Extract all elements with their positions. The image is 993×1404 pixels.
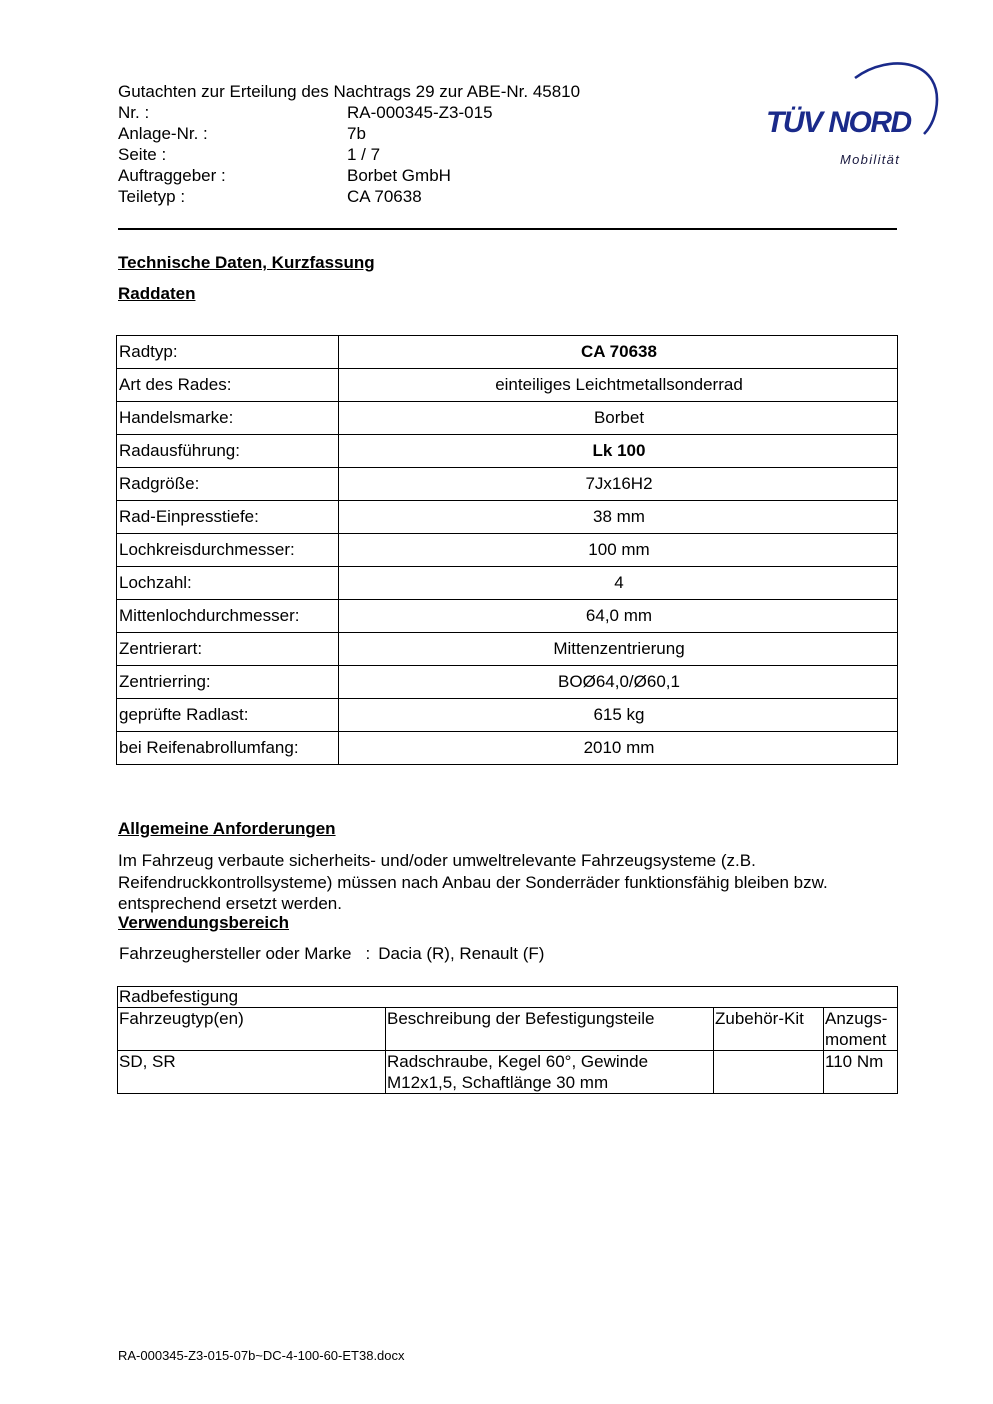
tuv-nord-logo <box>760 58 942 170</box>
text-line: entsprechend ersetzt werden. <box>118 894 342 913</box>
header-value: Borbet GmbH <box>347 166 451 185</box>
table-row <box>117 732 898 765</box>
table-row <box>117 633 898 666</box>
table-row <box>117 402 898 435</box>
table-row <box>117 600 898 633</box>
row-value: Mittenzentrierung <box>339 633 898 666</box>
row-label: Radausführung: <box>117 435 339 468</box>
table-row <box>117 567 898 600</box>
header-row-nr <box>118 102 493 123</box>
row-value: 7Jx16H2 <box>339 468 898 501</box>
header-value: 1 / 7 <box>347 145 381 164</box>
header-line: moment <box>825 1030 887 1049</box>
row-value: einteiliges Leichtmetallsonderrad <box>339 369 898 402</box>
header-key: Teiletyp : <box>118 187 186 206</box>
row-value: BOØ64,0/Ø60,1 <box>339 666 898 699</box>
cell-fahrzeugtyp: SD, SR <box>118 1051 386 1094</box>
table-header-row <box>118 1008 898 1051</box>
hersteller-value: Dacia (R), Renault (F) <box>378 944 545 963</box>
row-value: Borbet <box>339 402 898 435</box>
table-row <box>118 1051 898 1094</box>
table-row <box>117 666 898 699</box>
row-label: geprüfte Radlast: <box>117 699 339 732</box>
header-anzugsmoment <box>824 1008 898 1051</box>
header-row-anlage <box>118 123 366 144</box>
header-value: CA 70638 <box>347 187 422 206</box>
row-label: Lochkreisdurchmesser: <box>117 534 339 567</box>
cell-beschreibung <box>386 1051 714 1094</box>
raddaten-table <box>116 335 898 765</box>
row-value: Lk 100 <box>339 435 898 468</box>
table-row <box>117 534 898 567</box>
allgemeine-text <box>118 850 908 915</box>
header-line: Anzugs- <box>825 1009 888 1028</box>
row-value: 38 mm <box>339 501 898 534</box>
row-label: Radgröße: <box>117 468 339 501</box>
row-value: 2010 mm <box>339 732 898 765</box>
row-label: Radtyp: <box>117 336 339 369</box>
logo-brand: TÜV NORD <box>766 106 911 139</box>
hersteller-line <box>119 944 544 964</box>
row-label: Rad-Einpresstiefe: <box>117 501 339 534</box>
table-row <box>117 468 898 501</box>
header-value: 7b <box>347 124 366 143</box>
table-row <box>117 699 898 732</box>
row-label: Art des Rades: <box>117 369 339 402</box>
header-row-teiletyp <box>118 186 422 207</box>
header-zubehoer-kit: Zubehör-Kit <box>714 1008 824 1051</box>
table-row <box>117 435 898 468</box>
text-line: Im Fahrzeug verbaute sicherheits- und/oder umweltrelevante Fahrzeugsysteme (z.B. <box>118 851 756 870</box>
radbefestigung-table <box>117 986 898 1094</box>
heading-allgemeine-anforderungen: Allgemeine Anforderungen <box>118 819 336 838</box>
row-label: Handelsmarke: <box>117 402 339 435</box>
table-row <box>117 501 898 534</box>
header-row-seite <box>118 144 380 165</box>
row-value: 615 kg <box>339 699 898 732</box>
table-title-row <box>118 987 898 1008</box>
header-beschreibung: Beschreibung der Befestigungsteile <box>386 1008 714 1051</box>
row-label: Zentrierart: <box>117 633 339 666</box>
hersteller-separator: : <box>365 944 371 963</box>
header-divider <box>118 228 897 230</box>
row-value: CA 70638 <box>339 336 898 369</box>
row-value: 4 <box>339 567 898 600</box>
row-label: Lochzahl: <box>117 567 339 600</box>
text-line: Reifendruckkontrollsysteme) müssen nach Anbau der Sonderräder funktionsfähig bleiben bzw. <box>118 872 828 892</box>
document-title: Gutachten zur Erteilung des Nachtrags 29 zur ABE-Nr. 45810 <box>118 82 581 101</box>
header-key: Anlage-Nr. : <box>118 124 208 143</box>
header-fahrzeugtyp: Fahrzeugtyp(en) <box>118 1008 386 1051</box>
table-row <box>117 336 898 369</box>
heading-verwendungsbereich: Verwendungsbereich <box>118 913 289 932</box>
cell-zubehoer-kit <box>714 1051 824 1094</box>
logo-subtitle: Mobilität <box>840 152 901 167</box>
heading-technische-daten: Technische Daten, Kurzfassung <box>118 253 375 272</box>
row-label: Zentrierring: <box>117 666 339 699</box>
header-value: RA-000345-Z3-015 <box>347 103 493 122</box>
heading-raddaten: Raddaten <box>118 284 196 303</box>
header-key: Nr. : <box>118 103 150 122</box>
table-title: Radbefestigung <box>118 987 898 1008</box>
row-label: Mittenlochdurchmesser: <box>117 600 339 633</box>
cell-anzugsmoment: 110 Nm <box>824 1051 898 1094</box>
header-key: Seite : <box>118 145 167 164</box>
footer-filename: RA-000345-Z3-015-07b~DC-4-100-60-ET38.docx <box>118 1348 405 1363</box>
row-value: 64,0 mm <box>339 600 898 633</box>
header-key: Auftraggeber : <box>118 166 226 185</box>
table-row <box>117 369 898 402</box>
cell-line: Radschraube, Kegel 60°, Gewinde <box>387 1052 649 1071</box>
row-label: bei Reifenabrollumfang: <box>117 732 339 765</box>
cell-line: M12x1,5, Schaftlänge 30 mm <box>387 1073 609 1092</box>
row-value: 100 mm <box>339 534 898 567</box>
hersteller-label: Fahrzeughersteller oder Marke <box>119 944 352 963</box>
header-row-auftraggeber <box>118 165 451 186</box>
